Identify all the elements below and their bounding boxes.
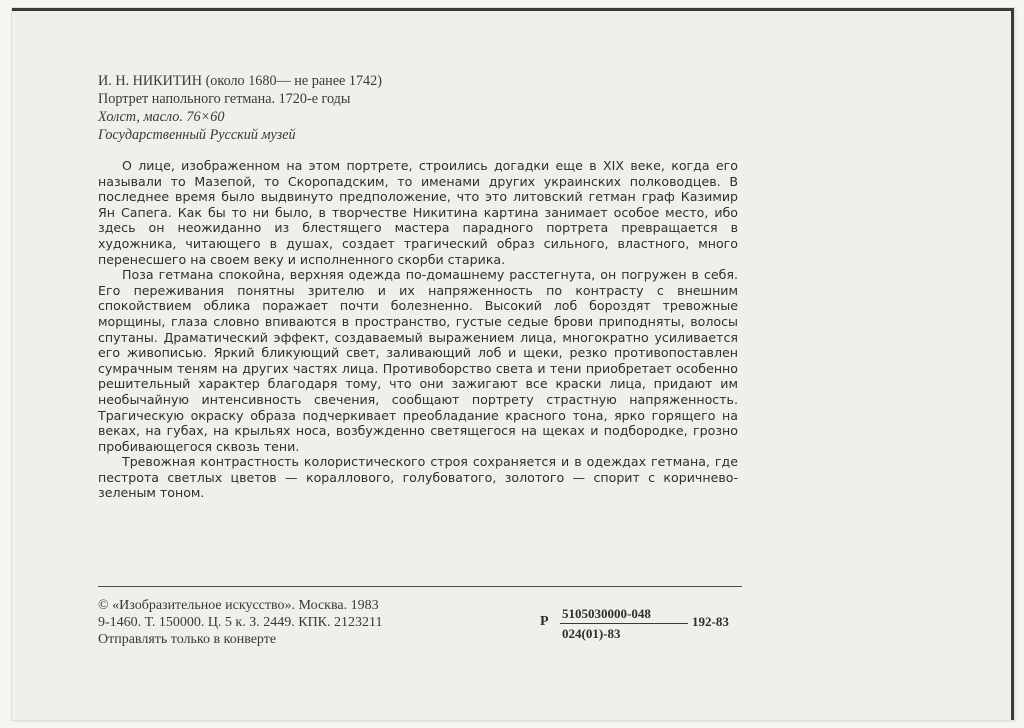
publisher-imprint [98,597,383,648]
museum-line: Государственный Русский музей [98,127,296,143]
scan-edge-top [12,8,1014,11]
paragraph: О лице, изображенном на этом портрете, строились догадки еще в XIX веке, когда его называли то Мазепой, то Скоропадским, то именами других украинских полководцев. В последнее время было выдвинуто предположение, что это литовский гетман граф Казимир Ян Сапега. Как бы то ни было, в творчестве Никитина картина занимает особое место, ибо здесь он неожиданно из блестящего мастера парадного портрета превращается в художника, читающего в душах, создает трагический образ сильного, властного, много перенесшего на своем веку и исполненного скорби старика. [98,158,738,267]
index-code: 192-83 [692,614,729,629]
title-line: Портрет напольного гетмана. 1720-е годы [98,91,351,107]
artwork-caption [98,72,382,144]
description-text [98,158,738,501]
paragraph: Тревожная контрастность колористического строя сохраняется и в одеждах гетмана, где пестрота светлых цветов — кораллового, голубоватого, золотого — спорит с коричнево-зеленым тоном. [98,454,738,501]
index-numerator: 5105030000-048 [562,606,651,621]
paragraph: Поза гетмана спокойна, верхняя одежда по-домашнему расстегнута, он погружен в себя. Его переживания понятны зрителю и их напряженность по контрасту с внешним спокойствием облика поражает почти болезненно. Высокий лоб бороздят тревожные морщины, глаза словно впиваются в пространство, густые седые брови приподняты, волосы спутаны. Драматический эффект, создаваемый выражением лица, многократно усиливается его живописью. Яркий бликующий свет, заливающий лоб и щеки, резко противопоставлен сумрачным теням на других частях лица. Противоборство света и тени приобретает особенно решительный характер благодаря тому, что они зажигают все краски лица, придают им необычайную интенсивность свечения, сообщают портрету страстную напряженность. Трагическую окраску образа подчеркивает преобладание красного тона, ярко горящего на веках, на губах, на крыльях носа, возбужденно светящегося на щеках и подбородке, грозно пробивающегося сквозь тени. [98,267,738,454]
divider-line [98,586,742,587]
index-prefix: Р [540,614,549,629]
index-denominator: 024(01)-83 [562,626,621,641]
artist-line: И. Н. НИКИТИН (около 1680— не ранее 1742) [98,73,382,89]
scan-edge-right [1011,8,1014,720]
mail-instruction-line: Отправлять только в конверте [98,632,277,647]
fraction-bar [560,623,688,624]
medium-line: Холст, масло. 76×60 [98,109,225,125]
print-details-line: 9-1460. Т. 150000. Ц. 5 к. З. 2449. КПК. 2123211 [98,615,383,630]
publisher-line: © «Изобразительное искусство». Москва. 1983 [98,598,379,613]
